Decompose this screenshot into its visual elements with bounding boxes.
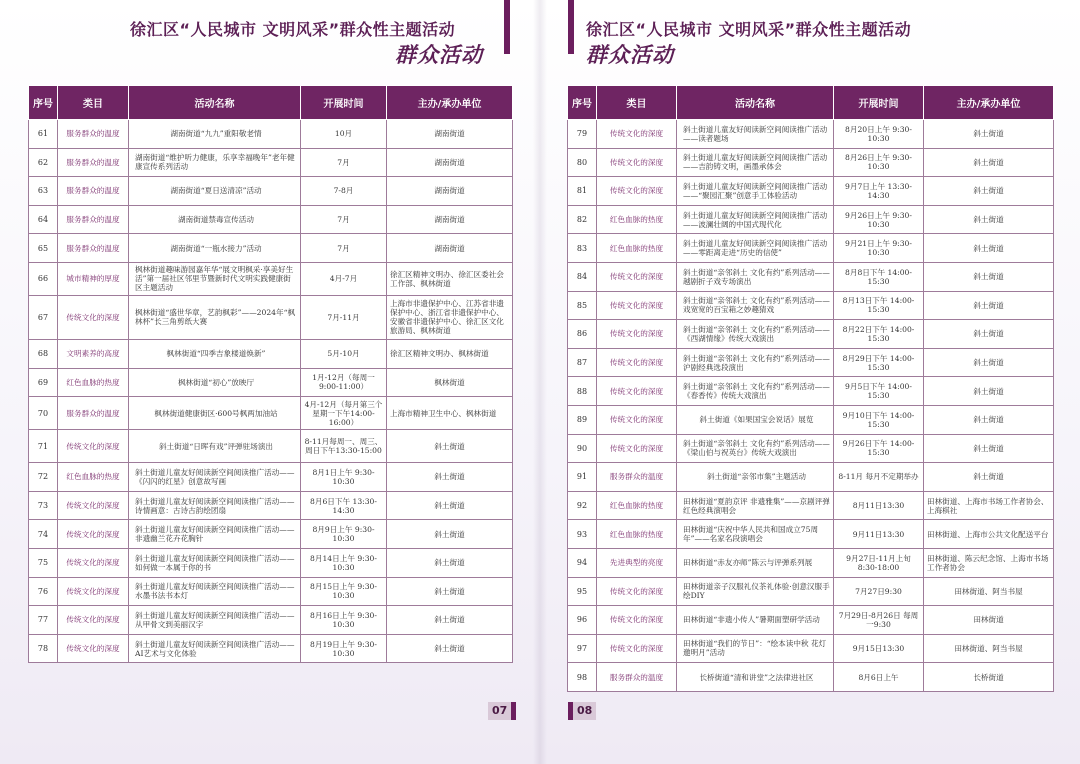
row-org: 田林街道、陈云纪念馆、上海市书场工作者协会 bbox=[924, 548, 1054, 577]
row-name: 斜土街道“亲邻斜土 文化有约”系列活动——《春香传》传统大戏演出 bbox=[677, 377, 834, 406]
table-row bbox=[29, 339, 513, 368]
row-time: 10月 bbox=[301, 120, 387, 149]
row-time: 8月22日下午 14:00-15:30 bbox=[834, 320, 924, 349]
row-org: 斜土街道 bbox=[387, 577, 513, 606]
row-category: 传统文化的深度 bbox=[58, 577, 129, 606]
row-time: 8月8日下午 14:00-15:30 bbox=[834, 262, 924, 291]
row-time: 9月26日下午 14:00-15:30 bbox=[834, 434, 924, 463]
table-row bbox=[568, 405, 1054, 434]
row-category: 红色血脉的热度 bbox=[597, 234, 677, 263]
row-org: 斜土街道 bbox=[924, 205, 1054, 234]
page-number: 08 bbox=[568, 702, 596, 720]
row-time: 9月15日13:30 bbox=[834, 634, 924, 663]
table-row bbox=[29, 148, 513, 177]
row-time: 9月21日上午 9:30-10:30 bbox=[834, 234, 924, 263]
table-row bbox=[568, 548, 1054, 577]
row-org: 斜土街道 bbox=[387, 634, 513, 663]
row-category: 服务群众的温度 bbox=[58, 148, 129, 177]
row-name: 斜土街道儿童友好阅读新空间阅读推广活动——波澜壮阔的中国式现代化 bbox=[677, 205, 834, 234]
row-category: 传统文化的深度 bbox=[597, 120, 677, 149]
row-no: 93 bbox=[568, 520, 597, 549]
row-name: 田林街道“庆祝中华人民共和国成立75周年”——名家名段演唱会 bbox=[677, 520, 834, 549]
table-row bbox=[568, 291, 1054, 320]
row-category: 传统文化的深度 bbox=[597, 405, 677, 434]
row-no: 76 bbox=[29, 577, 58, 606]
row-no: 67 bbox=[29, 295, 58, 339]
row-org: 斜土街道 bbox=[924, 177, 1054, 206]
row-org: 上海市精神卫生中心、枫林街道 bbox=[387, 397, 513, 430]
table-row bbox=[29, 177, 513, 206]
row-no: 64 bbox=[29, 205, 58, 234]
row-time: 8月11日13:30 bbox=[834, 491, 924, 520]
header-activity-name: 活动名称 bbox=[129, 86, 301, 120]
row-category: 传统文化的深度 bbox=[597, 291, 677, 320]
row-no: 85 bbox=[568, 291, 597, 320]
row-time: 1月-12月（每周一 9:00-11:00） bbox=[301, 368, 387, 397]
row-org: 枫林街道 bbox=[387, 368, 513, 397]
row-name: 斜土街道“亲邻斜土 文化有约”系列活动——《梁山伯与祝英台》传统大戏演出 bbox=[677, 434, 834, 463]
header-accent-bar bbox=[568, 0, 574, 54]
row-category: 传统文化的深度 bbox=[597, 434, 677, 463]
row-category: 传统文化的深度 bbox=[597, 148, 677, 177]
page-number: 07 bbox=[488, 702, 516, 720]
page-subtitle: 群众活动 bbox=[395, 43, 483, 67]
row-org: 斜土街道 bbox=[924, 262, 1054, 291]
table-row bbox=[29, 520, 513, 549]
row-org: 湖南街道 bbox=[387, 177, 513, 206]
row-time: 9月5日下午 14:00-15:30 bbox=[834, 377, 924, 406]
row-org: 斜土街道 bbox=[924, 120, 1054, 149]
row-name: 枫林街道健康街区·600号枫两加油站 bbox=[129, 397, 301, 430]
row-time: 4月-7月 bbox=[301, 262, 387, 295]
row-time: 8月9日上午 9:30-10:30 bbox=[301, 520, 387, 549]
row-time: 8-11月每周一、周三、周日下午13:30-15:00 bbox=[301, 430, 387, 463]
header-category: 类目 bbox=[58, 86, 129, 120]
row-time: 7月27日9:30 bbox=[834, 577, 924, 606]
row-no: 74 bbox=[29, 520, 58, 549]
right-page bbox=[540, 0, 1080, 764]
header-organizer: 主办/承办单位 bbox=[924, 86, 1054, 120]
row-no: 69 bbox=[29, 368, 58, 397]
table-row bbox=[29, 548, 513, 577]
row-org: 斜土街道 bbox=[924, 291, 1054, 320]
row-org: 田林街道、阿当书屋 bbox=[924, 634, 1054, 663]
row-time: 8月26日上午 9:30-10:30 bbox=[834, 148, 924, 177]
row-org: 田林街道、上海市公共文化配送平台 bbox=[924, 520, 1054, 549]
row-name: 长桥街道“清和讲堂”之法律进社区 bbox=[677, 663, 834, 692]
row-time: 8月14日上午 9:30-10:30 bbox=[301, 548, 387, 577]
row-time: 8月16日上午 9:30-10:30 bbox=[301, 606, 387, 635]
row-name: 斜土街道“亲邻斜土 文化有约”系列活动——越剧折子戏专场演出 bbox=[677, 262, 834, 291]
row-org: 斜土街道 bbox=[924, 405, 1054, 434]
row-name: 田林街道“我们的节日”：“绘本读中秋 花灯邀明月”活动 bbox=[677, 634, 834, 663]
row-no: 72 bbox=[29, 463, 58, 492]
row-category: 传统文化的深度 bbox=[597, 606, 677, 635]
row-category: 传统文化的深度 bbox=[597, 577, 677, 606]
activity-table bbox=[28, 85, 513, 663]
row-name: 湖南街道“一瓶水接力”活动 bbox=[129, 234, 301, 263]
row-category: 传统文化的深度 bbox=[58, 430, 129, 463]
table-row bbox=[568, 520, 1054, 549]
table-header-row bbox=[568, 86, 1054, 120]
row-time: 9月27日-11月上旬 8:30-18:00 bbox=[834, 548, 924, 577]
table-row bbox=[29, 262, 513, 295]
row-category: 红色血脉的热度 bbox=[597, 205, 677, 234]
row-name: 斜土街道“日晖有戏”评弹驻场演出 bbox=[129, 430, 301, 463]
row-name: 斜土街道儿童友好阅读新空间阅读推广活动——“聚园汇聚”创意手工体验活动 bbox=[677, 177, 834, 206]
row-no: 84 bbox=[568, 262, 597, 291]
row-category: 红色血脉的热度 bbox=[597, 491, 677, 520]
table-row bbox=[568, 148, 1054, 177]
row-time: 5月-10月 bbox=[301, 339, 387, 368]
row-name: 斜土街道“亲邻市集”主题活动 bbox=[677, 463, 834, 492]
table-row bbox=[29, 634, 513, 663]
table-row bbox=[568, 177, 1054, 206]
row-no: 66 bbox=[29, 262, 58, 295]
table-row bbox=[29, 463, 513, 492]
row-org: 田林街道、阿当书屋 bbox=[924, 577, 1054, 606]
row-time: 9月11日13:30 bbox=[834, 520, 924, 549]
row-org: 斜土街道 bbox=[387, 548, 513, 577]
row-no: 71 bbox=[29, 430, 58, 463]
row-time: 4月-12月（每月第三个星期一下午14:00-16:00） bbox=[301, 397, 387, 430]
row-no: 96 bbox=[568, 606, 597, 635]
row-name: 斜土街道儿童友好阅读新空间阅读推广活动——非遗幽兰花卉花胸针 bbox=[129, 520, 301, 549]
page-title: 徐汇区“人民城市 文明风采”群众性主题活动 bbox=[586, 20, 912, 39]
row-no: 62 bbox=[29, 148, 58, 177]
row-time: 8月29日下午 14:00-15:30 bbox=[834, 348, 924, 377]
row-no: 97 bbox=[568, 634, 597, 663]
row-category: 传统文化的深度 bbox=[597, 177, 677, 206]
row-time: 8月15日上午 9:30-10:30 bbox=[301, 577, 387, 606]
table-row bbox=[29, 295, 513, 339]
row-org: 斜土街道 bbox=[387, 520, 513, 549]
row-no: 79 bbox=[568, 120, 597, 149]
row-time: 7月-11月 bbox=[301, 295, 387, 339]
table-row bbox=[568, 463, 1054, 492]
row-name: 枫林街道“初心”放映厅 bbox=[129, 368, 301, 397]
activity-table bbox=[567, 85, 1054, 692]
row-org: 斜土街道 bbox=[924, 148, 1054, 177]
row-org: 湖南街道 bbox=[387, 148, 513, 177]
row-name: 斜土街道儿童友好阅读新空间阅读推广活动——《闪闪的红星》创意故写画 bbox=[129, 463, 301, 492]
row-category: 传统文化的深度 bbox=[58, 491, 129, 520]
table-header-row bbox=[29, 86, 513, 120]
row-name: 斜土街道《如果国宝会说话》展览 bbox=[677, 405, 834, 434]
row-name: 田林街道“夏韵京评 非遗雅集”——京剧评弹红色经典演唱会 bbox=[677, 491, 834, 520]
row-name: 田林街道亲子汉服礼仪茶礼体验·创意汉服手绘DIY bbox=[677, 577, 834, 606]
row-no: 83 bbox=[568, 234, 597, 263]
table-row bbox=[29, 606, 513, 635]
row-org: 湖南街道 bbox=[387, 120, 513, 149]
table-row bbox=[29, 205, 513, 234]
row-name: 斜土街道儿童友好阅读新空间阅读推广活动——诗情画意：古诗古韵绘团扇 bbox=[129, 491, 301, 520]
row-org: 斜土街道 bbox=[387, 491, 513, 520]
row-no: 88 bbox=[568, 377, 597, 406]
header-category: 类目 bbox=[597, 86, 677, 120]
row-org: 湖南街道 bbox=[387, 205, 513, 234]
row-category: 传统文化的深度 bbox=[58, 634, 129, 663]
row-name: 枫林街道“盛世华章，艺韵枫彩”——2024年“枫林杯”长三角剪纸大赛 bbox=[129, 295, 301, 339]
table-row bbox=[568, 606, 1054, 635]
row-category: 服务群众的温度 bbox=[597, 463, 677, 492]
row-org: 斜土街道 bbox=[924, 234, 1054, 263]
row-time: 8月6日下午 13:30-14:30 bbox=[301, 491, 387, 520]
row-org: 斜土街道 bbox=[387, 430, 513, 463]
row-no: 91 bbox=[568, 463, 597, 492]
row-name: 斜土街道儿童友好阅读新空间阅读推广活动——读者题场 bbox=[677, 120, 834, 149]
row-category: 服务群众的温度 bbox=[58, 234, 129, 263]
row-no: 70 bbox=[29, 397, 58, 430]
row-category: 传统文化的深度 bbox=[597, 377, 677, 406]
row-no: 82 bbox=[568, 205, 597, 234]
row-time: 9月7日上午 13:30-14:30 bbox=[834, 177, 924, 206]
row-category: 传统文化的深度 bbox=[58, 520, 129, 549]
row-name: 斜土街道儿童友好阅读新空间阅读推广活动——AI艺术与文化体验 bbox=[129, 634, 301, 663]
row-time: 7月29日-8月26日 每周一9:30 bbox=[834, 606, 924, 635]
row-no: 81 bbox=[568, 177, 597, 206]
row-time: 7月 bbox=[301, 205, 387, 234]
row-category: 红色血脉的热度 bbox=[58, 368, 129, 397]
row-category: 传统文化的深度 bbox=[58, 295, 129, 339]
row-name: 斜土街道“亲邻斜土 文化有约”系列活动——沪剧经典选段演出 bbox=[677, 348, 834, 377]
row-no: 90 bbox=[568, 434, 597, 463]
table-row bbox=[568, 434, 1054, 463]
table-row bbox=[29, 234, 513, 263]
row-name: 枫林街道趣味游园嘉年华“展文明枫采·享美好生活”第一届社区邻里节暨新时代文明实践健康街区主题活动 bbox=[129, 262, 301, 295]
row-name: 湖南街道“维护听力健康，乐享幸福晚年”老年健康宣传系列活动 bbox=[129, 148, 301, 177]
row-name: 斜土街道儿童友好阅读新空间阅读推广活动——零距离走进“历史的信使” bbox=[677, 234, 834, 263]
table-row bbox=[568, 262, 1054, 291]
row-name: 斜土街道儿童友好阅读新空间阅读推广活动——吉韵铸文明，画墨承体会 bbox=[677, 148, 834, 177]
row-category: 服务群众的温度 bbox=[597, 663, 677, 692]
row-no: 98 bbox=[568, 663, 597, 692]
row-category: 服务群众的温度 bbox=[58, 397, 129, 430]
row-org: 斜土街道 bbox=[387, 606, 513, 635]
row-no: 86 bbox=[568, 320, 597, 349]
row-org: 斜土街道 bbox=[924, 434, 1054, 463]
row-time: 7月 bbox=[301, 148, 387, 177]
row-category: 传统文化的深度 bbox=[597, 348, 677, 377]
row-org: 田林街道 bbox=[924, 606, 1054, 635]
row-category: 服务群众的温度 bbox=[58, 177, 129, 206]
row-time: 8月19日上午 9:30-10:30 bbox=[301, 634, 387, 663]
header-time: 开展时间 bbox=[834, 86, 924, 120]
row-category: 传统文化的深度 bbox=[597, 634, 677, 663]
row-name: 斜土街道儿童友好阅读新空间阅读推广活动——水墨书法书本灯 bbox=[129, 577, 301, 606]
table-row bbox=[568, 120, 1054, 149]
table-row bbox=[29, 120, 513, 149]
row-org: 上海市非遗保护中心、江苏省非遗保护中心、浙江省非遗保护中心、安徽省非遗保护中心、徐汇区文化旅游局、枫林街道 bbox=[387, 295, 513, 339]
row-org: 斜土街道 bbox=[924, 377, 1054, 406]
row-category: 传统文化的深度 bbox=[58, 548, 129, 577]
row-no: 92 bbox=[568, 491, 597, 520]
row-no: 80 bbox=[568, 148, 597, 177]
row-time: 8-11月 每月不定期举办 bbox=[834, 463, 924, 492]
row-no: 65 bbox=[29, 234, 58, 263]
row-name: 田林街道“赤友亦师”陈云与评弹系列展 bbox=[677, 548, 834, 577]
row-org: 斜土街道 bbox=[924, 463, 1054, 492]
table-row bbox=[568, 234, 1054, 263]
table-row bbox=[568, 634, 1054, 663]
row-time: 9月26日上午 9:30-10:30 bbox=[834, 205, 924, 234]
row-no: 77 bbox=[29, 606, 58, 635]
header-activity-name: 活动名称 bbox=[677, 86, 834, 120]
header-time: 开展时间 bbox=[301, 86, 387, 120]
table-row bbox=[29, 577, 513, 606]
row-time: 8月6日上午 bbox=[834, 663, 924, 692]
row-name: 湖南街道“夏日送清凉”活动 bbox=[129, 177, 301, 206]
table-row bbox=[568, 320, 1054, 349]
row-org: 湖南街道 bbox=[387, 234, 513, 263]
table-row bbox=[568, 577, 1054, 606]
row-no: 89 bbox=[568, 405, 597, 434]
row-org: 斜土街道 bbox=[387, 463, 513, 492]
row-no: 75 bbox=[29, 548, 58, 577]
table-row bbox=[29, 491, 513, 520]
table-row bbox=[568, 348, 1054, 377]
row-name: 斜土街道“亲邻斜土 文化有约”系列活动——戏宽宽的百宝箱之妙趣猜戏 bbox=[677, 291, 834, 320]
row-org: 长桥街道 bbox=[924, 663, 1054, 692]
row-org: 斜土街道 bbox=[924, 348, 1054, 377]
row-time: 7-8月 bbox=[301, 177, 387, 206]
row-category: 红色血脉的热度 bbox=[597, 520, 677, 549]
page-subtitle: 群众活动 bbox=[586, 43, 674, 67]
row-time: 9月10日下午 14:00-15:30 bbox=[834, 405, 924, 434]
row-time: 7月 bbox=[301, 234, 387, 263]
row-org: 徐汇区精神文明办、枫林街道 bbox=[387, 339, 513, 368]
row-name: 斜土街道儿童友好阅读新空间阅读推广活动——如何做一本属于你的书 bbox=[129, 548, 301, 577]
row-org: 田林街道、上海市书场工作者协会、上海棋社 bbox=[924, 491, 1054, 520]
row-category: 传统文化的深度 bbox=[597, 262, 677, 291]
row-category: 文明素养的高度 bbox=[58, 339, 129, 368]
table-row bbox=[29, 397, 513, 430]
row-org: 斜土街道 bbox=[924, 320, 1054, 349]
row-org: 徐汇区精神文明办、徐汇区委社会工作部、枫林街道 bbox=[387, 262, 513, 295]
row-no: 73 bbox=[29, 491, 58, 520]
row-no: 68 bbox=[29, 339, 58, 368]
table-row bbox=[568, 491, 1054, 520]
row-no: 94 bbox=[568, 548, 597, 577]
table-row bbox=[29, 430, 513, 463]
row-no: 61 bbox=[29, 120, 58, 149]
row-category: 服务群众的温度 bbox=[58, 205, 129, 234]
table-row bbox=[568, 663, 1054, 692]
row-no: 63 bbox=[29, 177, 58, 206]
row-time: 8月20日上午 9:30-10:30 bbox=[834, 120, 924, 149]
page-title: 徐汇区“人民城市 文明风采”群众性主题活动 bbox=[130, 20, 456, 39]
header-organizer: 主办/承办单位 bbox=[387, 86, 513, 120]
row-time: 8月1日上午 9:30-10:30 bbox=[301, 463, 387, 492]
row-name: 斜土街道儿童友好阅读新空间阅读推广活动——从甲骨文到美丽汉字 bbox=[129, 606, 301, 635]
header-no: 序号 bbox=[568, 86, 597, 120]
table-row bbox=[568, 205, 1054, 234]
row-category: 城市精神的厚度 bbox=[58, 262, 129, 295]
row-category: 传统文化的深度 bbox=[597, 320, 677, 349]
row-category: 传统文化的深度 bbox=[58, 606, 129, 635]
row-name: 斜土街道“亲邻斜土 文化有约”系列活动——《西湖情缘》传统大戏演出 bbox=[677, 320, 834, 349]
header-no: 序号 bbox=[29, 86, 58, 120]
table-row bbox=[29, 368, 513, 397]
row-name: 枫林街道“四季吉象楼道焕新” bbox=[129, 339, 301, 368]
row-category: 红色血脉的热度 bbox=[58, 463, 129, 492]
header-accent-bar bbox=[504, 0, 510, 54]
row-no: 78 bbox=[29, 634, 58, 663]
row-name: 湖南街道禁毒宣传活动 bbox=[129, 205, 301, 234]
row-category: 服务群众的温度 bbox=[58, 120, 129, 149]
row-time: 8月13日下午 14:00-15:30 bbox=[834, 291, 924, 320]
row-name: 田林街道“非遗小传人”暑期面塑研学活动 bbox=[677, 606, 834, 635]
row-no: 87 bbox=[568, 348, 597, 377]
row-name: 湖南街道“九九”重阳敬老情 bbox=[129, 120, 301, 149]
row-category: 先进典型的亮度 bbox=[597, 548, 677, 577]
table-row bbox=[568, 377, 1054, 406]
row-no: 95 bbox=[568, 577, 597, 606]
